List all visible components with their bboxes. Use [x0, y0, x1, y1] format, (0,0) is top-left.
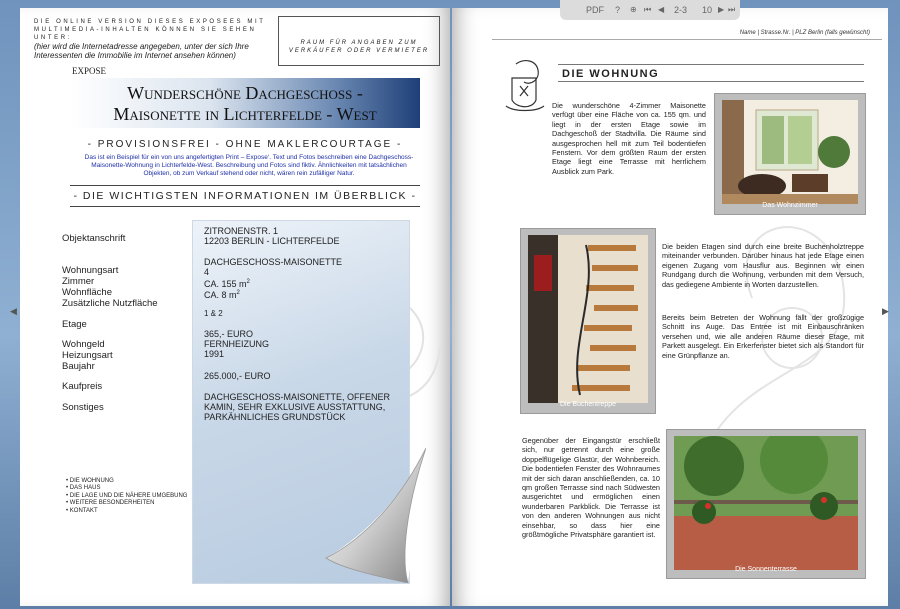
photo-terrace[interactable]	[666, 429, 866, 579]
value-city: 12203 BERLIN - LICHTERFELDE	[204, 236, 340, 246]
prev-page-arrow[interactable]: ◀	[10, 306, 17, 316]
section-nav-list	[66, 478, 187, 515]
staircase-image	[528, 235, 648, 403]
agent-info-box	[278, 16, 440, 66]
value-heating: FERNHEIZUNG	[204, 339, 269, 349]
commission-free-banner: - PROVISIONSFREI - OHNE MAKLERCOURTAGE -	[87, 139, 403, 150]
coat-of-arms-icon	[502, 56, 548, 114]
value-street: ZITRONENSTR. 1	[204, 226, 279, 236]
terrace-image	[674, 436, 858, 570]
value-floor: 1 & 2	[204, 309, 223, 318]
value-rent: 365,- EURO	[204, 329, 254, 339]
value-other-1: DACHGESCHOSS-MAISONETTE, OFFENER	[204, 392, 391, 402]
listing-title	[70, 78, 420, 128]
total-pages: 10	[702, 5, 713, 15]
value-year: 1991	[204, 349, 225, 359]
nav-item-location[interactable]: • DIE LAGE UND DIE NÄHERE UMGEBUNG	[66, 493, 187, 500]
extra-area-sup: 2	[236, 290, 240, 296]
nav-item-apartment[interactable]: • DIE WOHNUNG	[66, 478, 187, 485]
disclaimer-text: Das ist ein Beispiel für ein von uns angefertigten Print – Expose‘. Text und Fotos beschreiben eine Dachgeschoss-Maisonette-Wohnung in Lichterfelde-West. Beschreibung und Fotos sind fiktiv. Ähnlichkeiten mit tatsächlichen Objekten, ob zum Verkauf stehend oder nicht, wären rein zufälliger Natur.	[84, 154, 414, 177]
agent-box-text: RAUM FÜR ANGABEN ZUM VERKÄUFER ODER VERMIETER	[288, 40, 430, 54]
label-other: Sonstiges	[62, 402, 104, 413]
header-divider	[492, 39, 882, 40]
value-price: 265.000,- EURO	[204, 371, 271, 381]
help-button[interactable]: ?	[615, 5, 621, 15]
caption-living-room: Das Wohnzimmer	[762, 202, 818, 209]
label-price: Kaufpreis	[62, 381, 103, 392]
title-line-2: Maisonette in Lichterfelde - West	[113, 104, 377, 124]
first-page-icon[interactable]: ⏮	[644, 5, 652, 14]
caption-staircase: Die Buchentreppe	[559, 401, 617, 408]
info-heading: - DIE WICHTIGSTEN INFORMATIONEN IM ÜBERBLICK -	[70, 185, 420, 207]
value-area	[204, 278, 250, 290]
next-page-icon[interactable]: ▶	[718, 5, 725, 14]
value-area-text: CA. 155 m	[204, 279, 247, 289]
flipbook	[20, 8, 888, 606]
label-rooms: Zimmer	[62, 276, 95, 287]
last-page-icon[interactable]: ⏭	[728, 5, 736, 14]
next-page-arrow[interactable]: ▶	[882, 306, 889, 316]
page-header-contact: Name | Strasse.Nr. | PLZ Berlin (falls gewünscht)	[739, 30, 870, 36]
prev-page-icon[interactable]: ◀	[658, 5, 665, 14]
nav-item-features[interactable]: • WEITERE BESONDERHEITEN	[66, 500, 187, 507]
right-page	[452, 8, 888, 606]
zoom-icon[interactable]: ⊕	[630, 5, 637, 14]
label-heating: Heizungsart	[62, 350, 113, 361]
value-other-3: PARKÄHNLICHES GRUNDSTÜCK	[204, 412, 346, 422]
label-address: Objektanschrift	[62, 233, 126, 244]
nav-item-house[interactable]: • DAS HAUS	[66, 485, 187, 492]
section-title-apartment: DIE WOHNUNG	[558, 64, 864, 82]
label-floor: Etage	[62, 319, 87, 330]
pdf-button[interactable]: PDF	[586, 5, 604, 15]
flipbook-toolbar	[560, 0, 740, 20]
value-extra-area	[204, 289, 240, 301]
left-page	[20, 8, 450, 606]
area-sup: 2	[246, 279, 250, 285]
value-rooms: 4	[204, 267, 210, 277]
paragraph-living-area: Gegenüber der Eingangstür erschließt sich, nur getrennt durch eine große doppelflügelige Glastür, der Wohnbereich. Die bodentiefen Fenster des Wohnraumes mit der sich daran anschließenden, ca. 10 qm großen Terrasse sind nach Südwesten ausgerichtet und ermöglichen einen wunderbaren Parkblick. Die Terrasse ist von den anderen Wohnungen aus nicht einsehbar, so dass hier eine größtmögliche Privatsphäre garantiert ist.	[522, 436, 660, 540]
online-note-text: DIE ONLINE VERSION DIESES EXPOSEES MIT MULTIMEDIA-INHALTEN KÖNNEN SIE SEHEN UNTER:	[34, 19, 266, 41]
value-type: DACHGESCHOSS-MAISONETTE	[204, 257, 343, 267]
living-room-image	[722, 100, 858, 204]
label-area: Wohnfläche	[62, 287, 112, 298]
photo-living-room[interactable]	[714, 93, 866, 215]
page-indicator: 2-3	[674, 5, 688, 15]
expose-label: EXPOSE	[72, 66, 107, 76]
label-rent: Wohngeld	[62, 339, 105, 350]
caption-terrace: Die Sonnenterrasse	[735, 566, 797, 573]
label-type: Wohnungsart	[62, 265, 119, 276]
label-year: Baujahr	[62, 361, 95, 372]
online-note-hint: (hier wird die Internetadresse angegeben, unter der sich Ihre Interessenten die Immobilie im Internet ansehen können)	[34, 42, 249, 60]
label-extra-area: Zusätzliche Nutzfläche	[62, 298, 158, 309]
paragraph-intro: Die wunderschöne 4-Zimmer Maisonette verfügt über eine Fläche von ca. 155 qm. und liegt in der ersten Etage sowie im Dachgeschoß der Stadtvilla. Die Räume sind ausgesprochen hell mit zum Teil bodentiefen Fenstern. Vor dem größten Raum der ersten Etage liegt eine Terrasse mit herrlichem Ausblick zum Park.	[552, 101, 706, 176]
title-line-1: Wunderschöne Dachgeschoss -	[127, 83, 363, 103]
value-other-2: KAMIN, SEHR EXKLUSIVE AUSSTATTUNG,	[204, 402, 386, 412]
nav-item-contact[interactable]: • KONTAKT	[66, 508, 187, 515]
value-extra-area-text: CA. 8 m	[204, 290, 237, 300]
paragraph-entrance: Bereits beim Betreten der Wohnung fällt der großzügige Schnitt ins Auge. Das Entree ist mit Einbauschränken versehen und, wie alle anderen Räume dieser Etage, mit Parkett ausgelegt. Ein Erkerfenster bietet sich als Standort für eine Grünpflanze an.	[662, 313, 864, 360]
paragraph-stairs: Die beiden Etagen sind durch eine breite Buchenholztreppe miteinander verbunden. Darüber hinaus hat jede Etage einen eigenen Zugang vom Hausflur aus. Beginnen wir einen Rundgang durch die Wohnung, verbunden mit dem Versuch, das gediegene Ambiente in Worten darzustellen.	[662, 242, 864, 289]
page-curl-graphic	[306, 448, 426, 583]
photo-staircase[interactable]	[520, 228, 656, 414]
online-version-note	[34, 18, 284, 60]
